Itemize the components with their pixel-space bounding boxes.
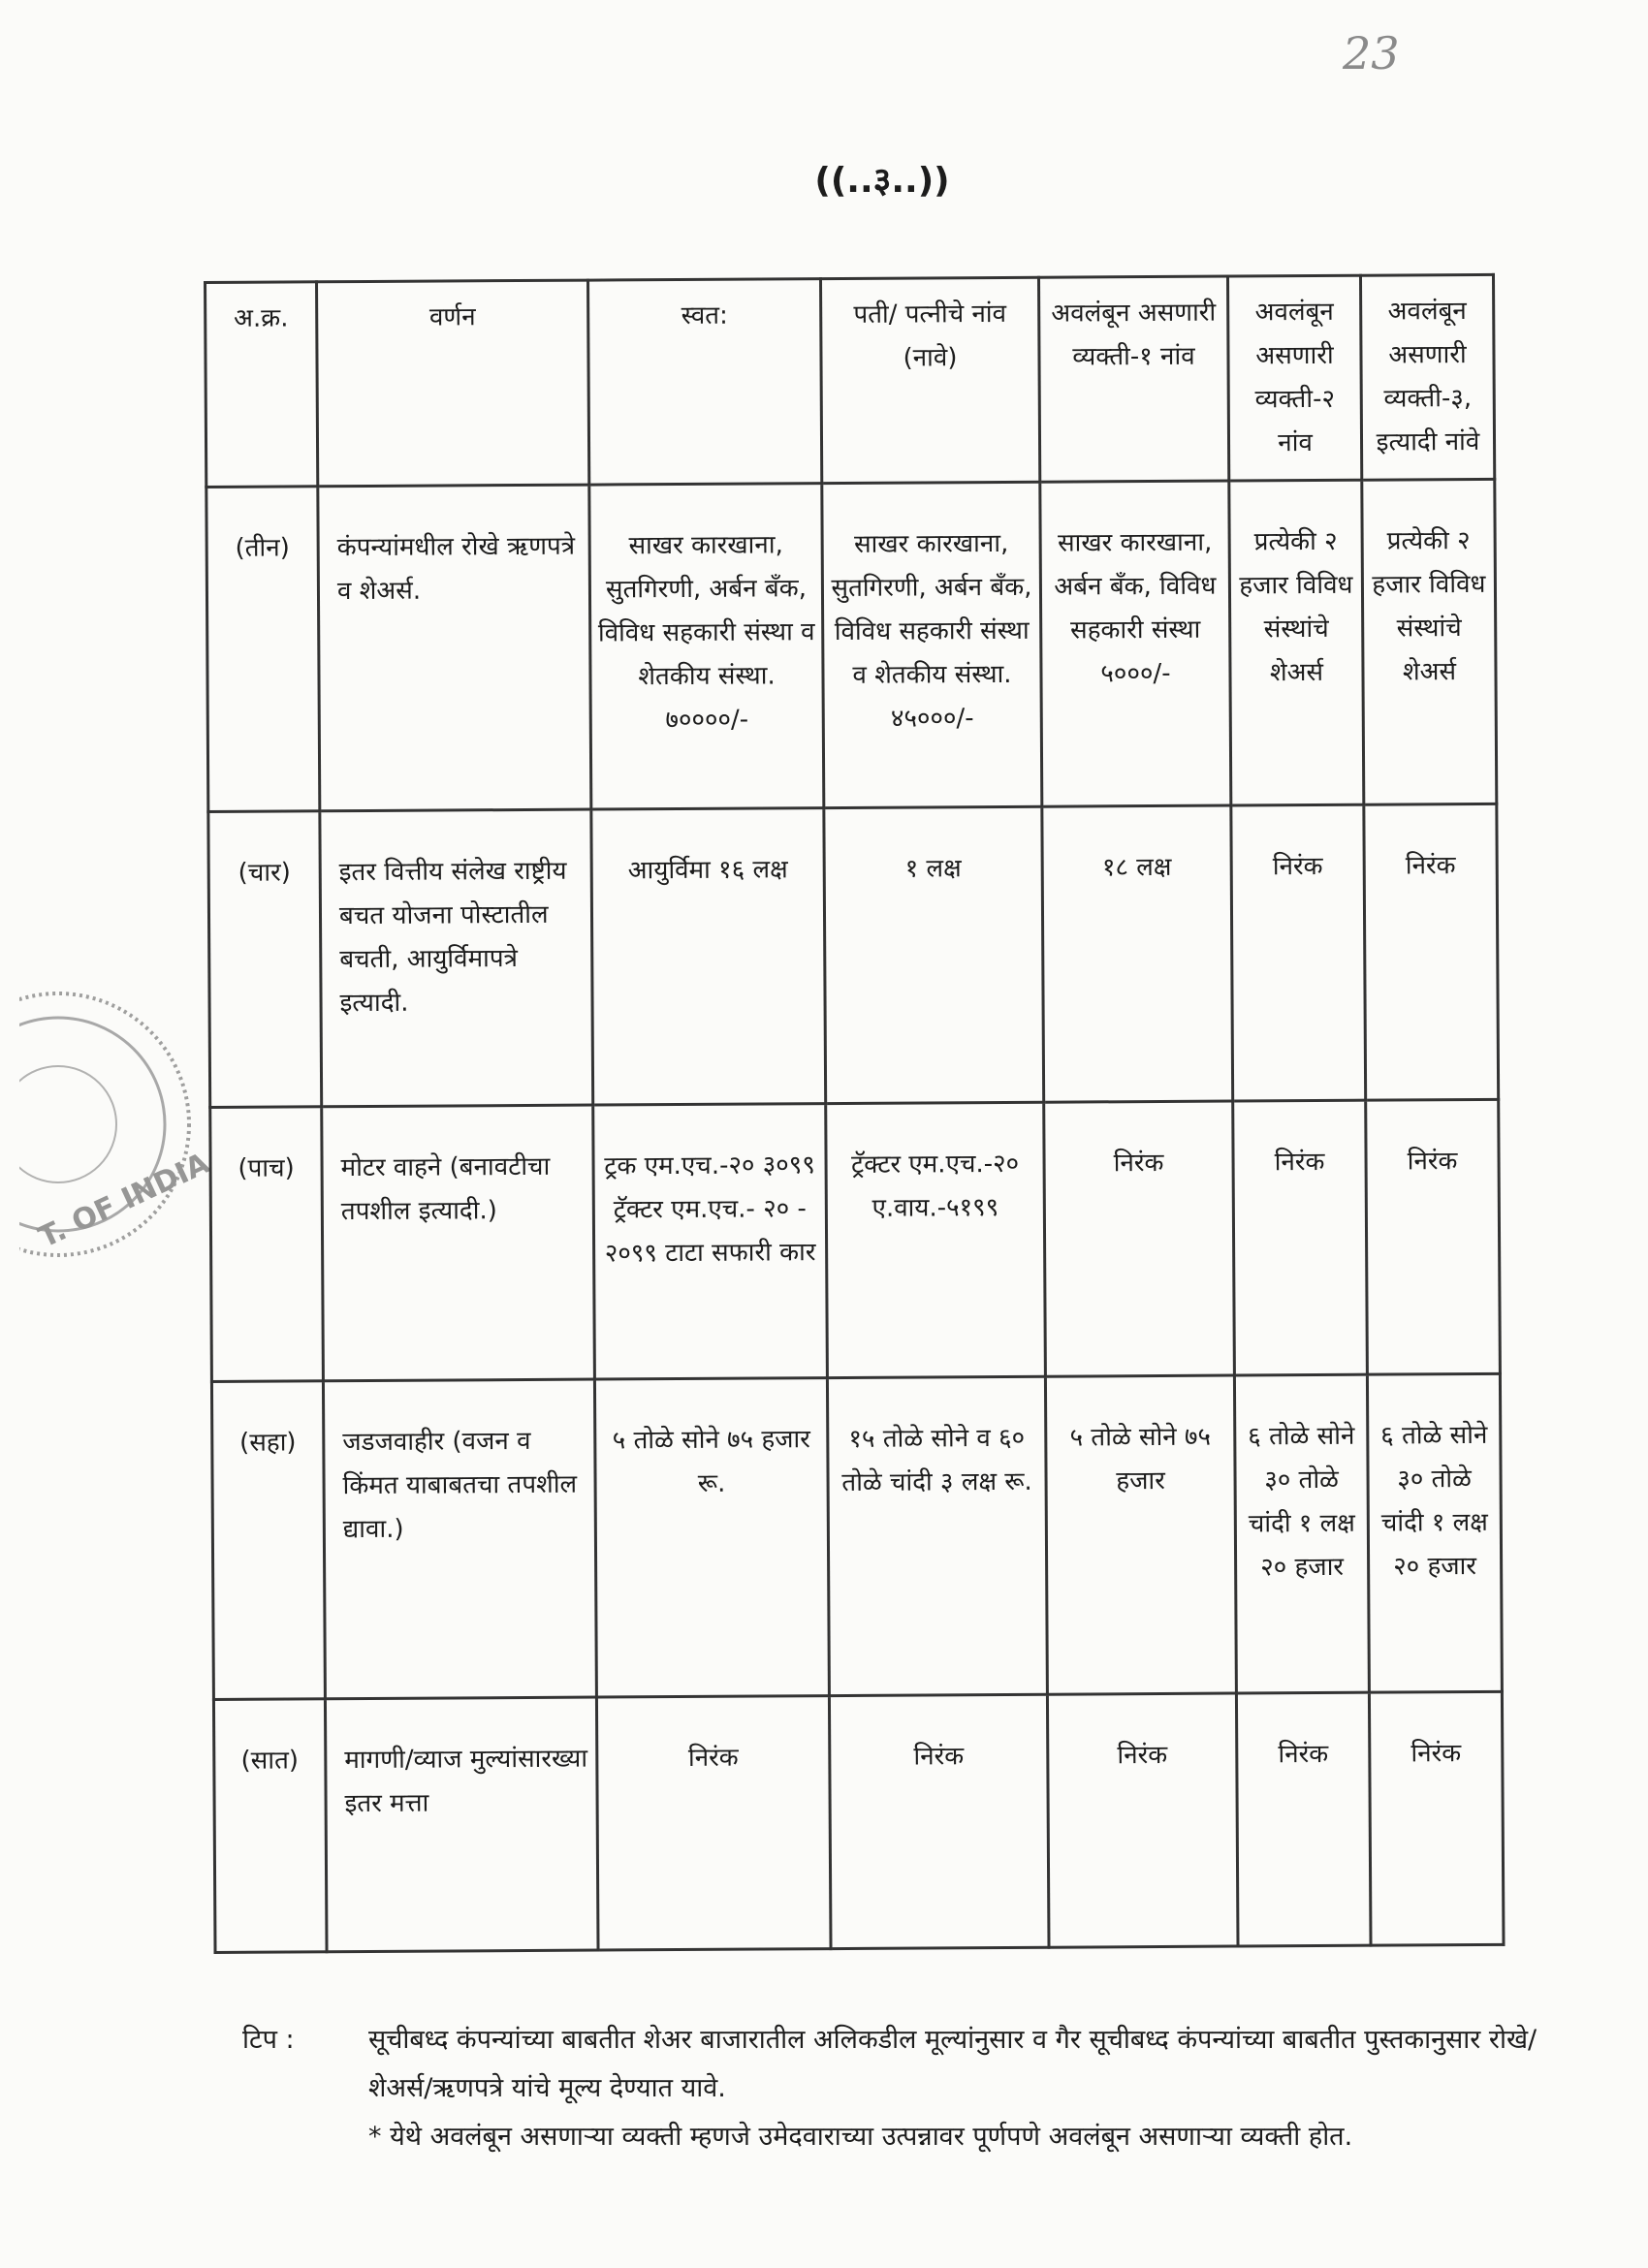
self-cell: आयुर्विमा १६ लक्ष [591, 808, 826, 1105]
serial-cell: (सात) [213, 1699, 327, 1953]
dependent-3-cell: ६ तोळे सोने ३० तोळे चांदी १ लक्ष २० हजार [1367, 1373, 1502, 1692]
table-row [211, 1373, 1502, 1699]
header-dependent-1: अवलंबून असणारी व्यक्ती-१ नांव [1038, 276, 1228, 482]
spouse-cell: निरंक [829, 1694, 1049, 1948]
assets-table [204, 273, 1505, 1954]
dependent-1-cell: निरंक [1047, 1693, 1238, 1947]
self-cell: ५ तोळे सोने ७५ हजार रू. [594, 1378, 829, 1697]
dependent-2-cell: निरंक [1231, 804, 1366, 1101]
description-cell: मोटर वाहने (बनावटीचा तपशील इत्यादी.) [322, 1105, 595, 1381]
note-label: टिप : [242, 2025, 295, 2055]
spouse-cell: ट्रॅक्टर एम.एच.-२० ए.वाय.-५१९९ [826, 1102, 1046, 1377]
header-dependent-2: अवलंबून असणारी व्यक्ती-२ नांव [1227, 275, 1361, 481]
table-row [206, 479, 1497, 811]
page-title: ((..३..)) [814, 161, 950, 201]
description-cell: इतर वित्तीय संलेख राष्ट्रीय बचत योजना पोस्टातील बचती, आयुर्विमापत्रे इत्यादी. [320, 809, 593, 1107]
spouse-cell: १५ तोळे सोने व ६० तोळे चांदी ३ लक्ष रू. [827, 1376, 1047, 1695]
svg-text:T. OF INDIA: T. OF INDIA [33, 1146, 215, 1255]
serial-cell: (तीन) [206, 487, 320, 812]
description-cell: जडजवाहीर (वजन व किंमत याबाबतचा तपशील द्यावा.) [323, 1379, 596, 1699]
dependent-2-cell: प्रत्येकी २ हजार विविध संस्थांचे शेअर्स [1229, 480, 1364, 805]
dependent-2-cell: ६ तोळे सोने ३० तोळे चांदी १ लक्ष २० हजार [1234, 1374, 1369, 1693]
official-stamp [19, 979, 233, 1270]
dependent-3-cell: निरंक [1369, 1691, 1504, 1945]
header-spouse: पती/ पत्नीचे नांव (नावे) [820, 277, 1039, 483]
dependent-1-cell: ५ तोळे सोने ७५ हजार [1045, 1375, 1236, 1694]
spouse-cell: १ लक्ष [824, 806, 1044, 1103]
note-text: सूचीबध्द कंपन्यांच्या बाबतीत शेअर बाजारातील अलिकडील मूल्यांनुसार व गैर सूचीबध्द कंपन्यांच्या बाबतीत पुस्तकानुसार रोखे/शेअर्स/ऋणपत्रे यांचे मूल्य देण्यात यावे. [368, 2025, 1537, 2103]
dependent-3-cell: निरंक [1366, 1099, 1501, 1374]
header-serial: अ.क्र. [206, 282, 318, 488]
dependent-1-cell: निरंक [1044, 1101, 1235, 1376]
table-row [208, 803, 1499, 1107]
self-cell: ट्रक एम.एच.-२० ३०९९ ट्रॅक्टर एम.एच.- २० - २०९९ टाटा सफारी कार [593, 1104, 828, 1379]
self-cell: साखर कारखाना, सुतगिरणी, अर्बन बँक, विविध सहकारी संस्था व शेतकीय संस्था. ७००००/- [589, 484, 824, 809]
description-cell: कंपन्यांमधील रोखे ऋणपत्रे व शेअर्स. [318, 485, 591, 811]
dependent-2-cell: निरंक [1236, 1692, 1371, 1946]
description-cell: मागणी/व्याज मुल्यांसारख्या इतर मत्ता [325, 1697, 598, 1952]
serial-cell: (पाच) [210, 1107, 324, 1382]
table-header-row [206, 274, 1495, 487]
serial-cell: (सहा) [211, 1381, 325, 1700]
note-section [242, 2016, 1561, 2161]
table-row [210, 1099, 1501, 1381]
dependent-1-cell: १८ लक्ष [1042, 805, 1233, 1102]
dependent-3-cell: प्रत्येकी २ हजार विविध संस्थांचे शेअर्स [1362, 479, 1497, 804]
self-cell: निरंक [596, 1696, 831, 1950]
handwritten-page-number: 23 [1343, 27, 1400, 79]
header-self: स्वत: [588, 279, 822, 485]
dependent-2-cell: निरंक [1233, 1100, 1368, 1375]
note-footnote: * येथे अवलंबून असणाऱ्या व्यक्ती म्हणजे उमेदवाराच्या उत्पन्नावर पूर्णपणे अवलंबून असणाऱ्या व्यक्ती होत. [368, 2122, 1353, 2152]
dependent-3-cell: निरंक [1364, 803, 1499, 1100]
header-description: वर्णन [317, 280, 589, 487]
dependent-1-cell: साखर कारखाना, अर्बन बँक, विविध सहकारी संस्था ५०००/- [1040, 481, 1231, 806]
table-row [213, 1691, 1504, 1952]
serial-cell: (चार) [208, 811, 322, 1108]
header-dependent-3: अवलंबून असणारी व्यक्ती-३, इत्यादी नांवे [1360, 274, 1494, 480]
spouse-cell: साखर कारखाना, सुतगिरणी, अर्बन बँक, विविध सहकारी संस्था व शेतकीय संस्था. ४५०००/- [822, 482, 1042, 807]
